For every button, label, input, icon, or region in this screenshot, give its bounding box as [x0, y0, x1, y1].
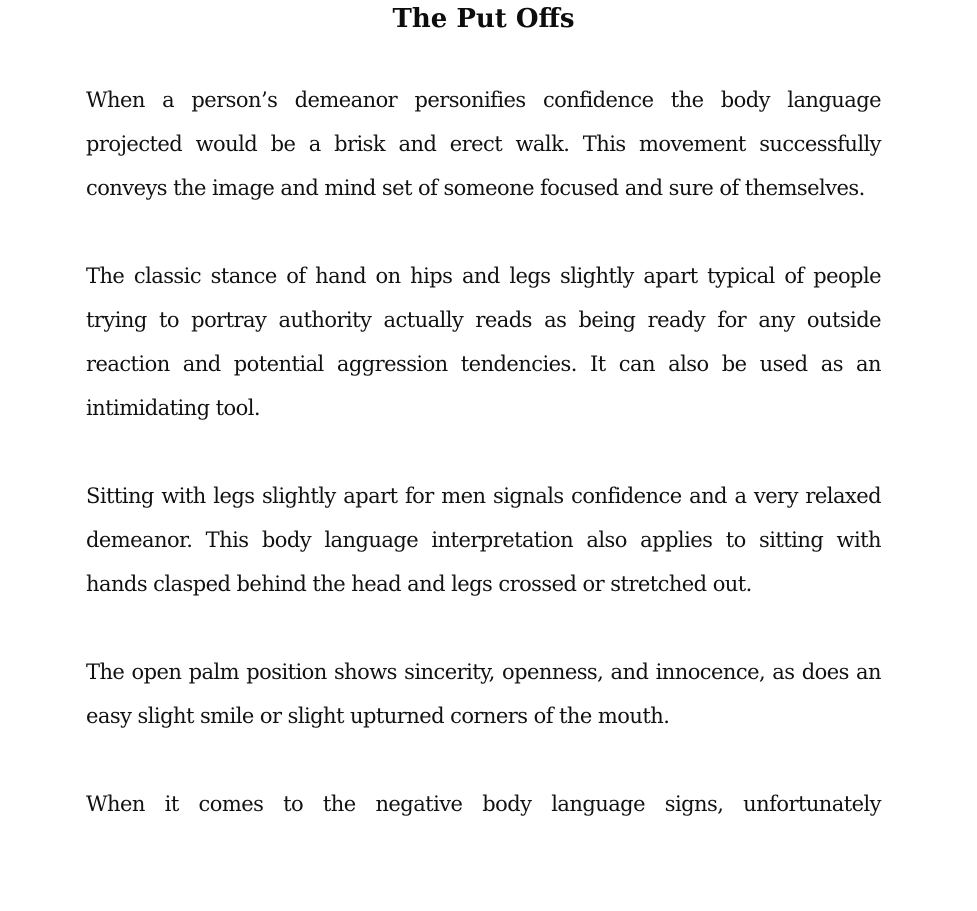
paragraph-negative-signs: When it comes to the negative body language signs, unfortunately — [86, 792, 881, 816]
page-title: The Put Offs — [392, 4, 575, 34]
document-body — [86, 78, 881, 870]
paragraph-open-palm: The open palm position shows sincerity, openness, and innocence, as does an easy slight smile or slight upturned corners of the mouth. — [86, 660, 881, 728]
paragraph-hands-on-hips: The classic stance of hand on hips and legs slightly apart typical of people trying to portray authority actually reads as being ready for any outside reaction and potential aggression tendencies. It can also be used as an intimidating tool. — [86, 264, 881, 420]
paragraph-sitting-legs-apart: Sitting with legs slightly apart for men signals confidence and a very relaxed demeanor. This body language interpretation also applies to sitting with hands clasped behind the head and legs crossed or stretched out. — [86, 484, 881, 596]
paragraph-confident-walk: When a person’s demeanor personifies confidence the body language projected would be a brisk and erect walk. This movement successfully conveys the image and mind set of someone focused and sure of themselves. — [86, 88, 881, 200]
